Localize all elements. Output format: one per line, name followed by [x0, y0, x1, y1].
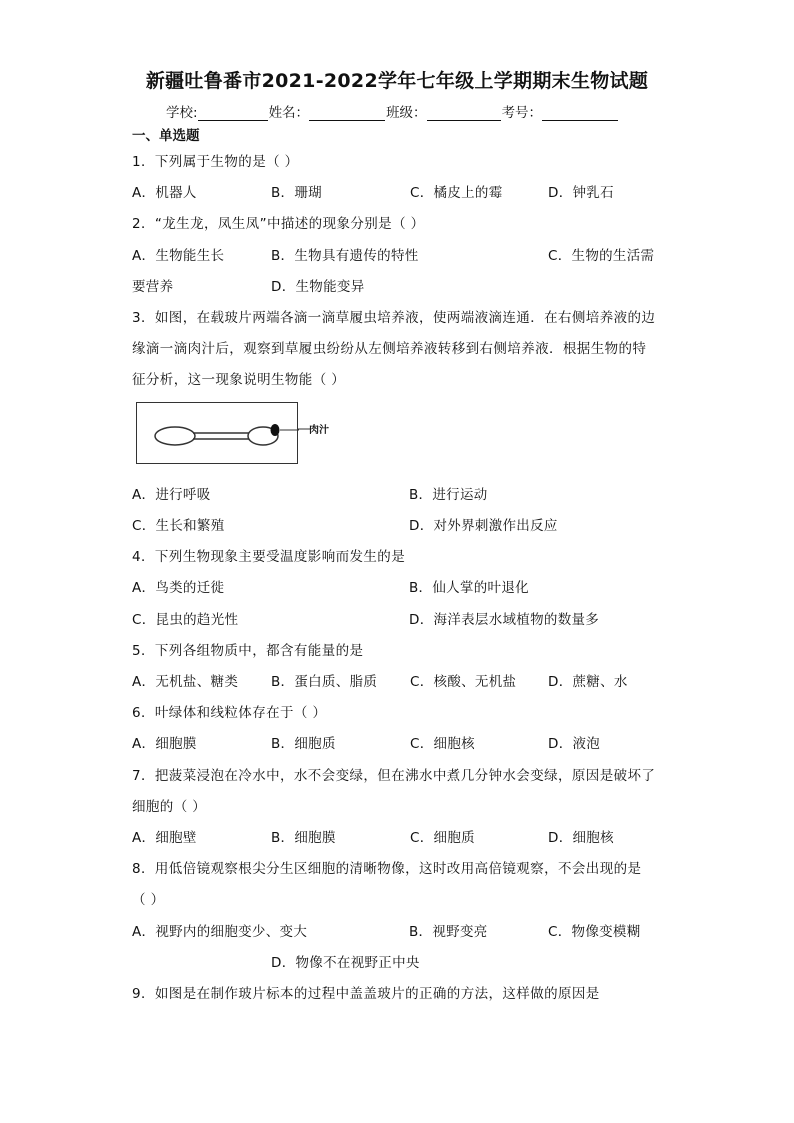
q5-option-c[interactable]: C．核酸、无机盐 — [410, 674, 517, 690]
q2-option-b[interactable]: B．生物具有遗传的特性 — [271, 248, 419, 264]
question-1-stem: 1．下列属于生物的是（ ） — [132, 154, 299, 170]
q4-option-a[interactable]: A．鸟类的迁徙 — [132, 580, 225, 596]
school-label: 学校: — [166, 105, 198, 121]
q8-option-c[interactable]: C．物像变模糊 — [548, 924, 641, 940]
q8-option-b[interactable]: B．视野变亮 — [409, 924, 488, 940]
q5-option-d[interactable]: D．蔗糖、水 — [548, 674, 628, 690]
school-blank[interactable] — [198, 106, 268, 121]
q2-option-c[interactable]: C．生物的生活需 — [548, 248, 655, 264]
question-8-stem-line2: （ ） — [132, 892, 165, 908]
name-label: 姓名： — [268, 105, 310, 121]
question-4-stem: 4．下列生物现象主要受温度影响而发生的是 — [132, 549, 406, 565]
q3-option-c[interactable]: C．生长和繁殖 — [132, 518, 225, 534]
slide-drawing — [137, 403, 299, 465]
q1-option-d[interactable]: D．钟乳石 — [548, 185, 614, 201]
q1-option-b[interactable]: B．珊瑚 — [271, 185, 322, 201]
q8-option-d[interactable]: D．物像不在视野正中央 — [271, 955, 420, 971]
q7-option-a[interactable]: A．细胞壁 — [132, 830, 197, 846]
exam-title: 新疆吐鲁番市2021-2022学年七年级上学期期末生物试题 — [145, 70, 649, 92]
q6-option-d[interactable]: D．液泡 — [548, 736, 601, 752]
q3-option-b[interactable]: B．进行运动 — [409, 487, 488, 503]
student-info-row — [166, 101, 619, 121]
q3-option-d[interactable]: D．对外界刺激作出反应 — [409, 518, 558, 534]
question-5-stem: 5．下列各组物质中，都含有能量的是 — [132, 643, 364, 659]
meat-juice-drop — [271, 424, 280, 436]
question-8-stem-line1: 8．用低倍镜观察根尖分生区细胞的清晰物像，这时改用高倍镜观察，不会出现的是 — [132, 861, 642, 877]
meat-juice-label: 肉汁 — [309, 425, 329, 436]
q1-option-c[interactable]: C．橘皮上的霉 — [410, 185, 503, 201]
q5-option-a[interactable]: A．无机盐、糖类 — [132, 674, 239, 690]
q4-option-b[interactable]: B．仙人掌的叶退化 — [409, 580, 529, 596]
exam-number-label: 考号： — [501, 105, 543, 121]
left-culture-drop — [155, 427, 195, 445]
q1-option-a[interactable]: A．机器人 — [132, 185, 197, 201]
question-3-stem-line3: 征分析，这一现象说明生物能（ ） — [132, 372, 346, 388]
question-9-stem: 9．如图是在制作玻片标本的过程中盖盖玻片的正确的方法，这样做的原因是 — [132, 986, 600, 1002]
class-label: 班级： — [386, 105, 427, 121]
q2-option-a[interactable]: A．生物能生长 — [132, 248, 225, 264]
q7-option-c[interactable]: C．细胞质 — [410, 830, 475, 846]
question-3-stem-line1: 3．如图，在载玻片两端各滴一滴草履虫培养液，使两端液滴连通．在右侧培养液的边 — [132, 310, 656, 326]
question-7-stem-line1: 7．把菠菜浸泡在冷水中，水不会变绿，但在沸水中煮几分钟水会变绿，原因是破坏了 — [132, 768, 656, 784]
q7-option-b[interactable]: B．细胞膜 — [271, 830, 336, 846]
q6-option-b[interactable]: B．细胞质 — [271, 736, 336, 752]
class-blank[interactable] — [427, 106, 501, 121]
question-3-stem-line2: 缘滴一滴肉汁后，观察到草履虫纷纷从左侧培养液转移到右侧培养液．根据生物的特 — [132, 341, 647, 357]
question-7-stem-line2: 细胞的（ ） — [132, 799, 207, 815]
question-2-stem: 2．“龙生龙，凤生凤”中描述的现象分别是（ ） — [132, 216, 425, 232]
q2-option-d[interactable]: D．生物能变异 — [271, 279, 365, 295]
q2-option-c-continued: 要营养 — [132, 279, 174, 295]
q4-option-d[interactable]: D．海洋表层水域植物的数量多 — [409, 612, 600, 628]
section-heading: 一、单选题 — [132, 128, 200, 144]
q6-option-c[interactable]: C．细胞核 — [410, 736, 475, 752]
exam-number-blank[interactable] — [542, 106, 618, 121]
culture-channel — [193, 433, 249, 439]
q8-option-a[interactable]: A．视野内的细胞变少、变大 — [132, 924, 308, 940]
q5-option-b[interactable]: B．蛋白质、脂质 — [271, 674, 378, 690]
q7-option-d[interactable]: D．细胞核 — [548, 830, 614, 846]
q3-option-a[interactable]: A．进行呼吸 — [132, 487, 211, 503]
q6-option-a[interactable]: A．细胞膜 — [132, 736, 197, 752]
question-6-stem: 6．叶绿体和线粒体存在于（ ） — [132, 705, 327, 721]
slide-diagram — [136, 402, 298, 464]
q4-option-c[interactable]: C．昆虫的趋光性 — [132, 612, 239, 628]
name-blank[interactable] — [309, 106, 385, 121]
